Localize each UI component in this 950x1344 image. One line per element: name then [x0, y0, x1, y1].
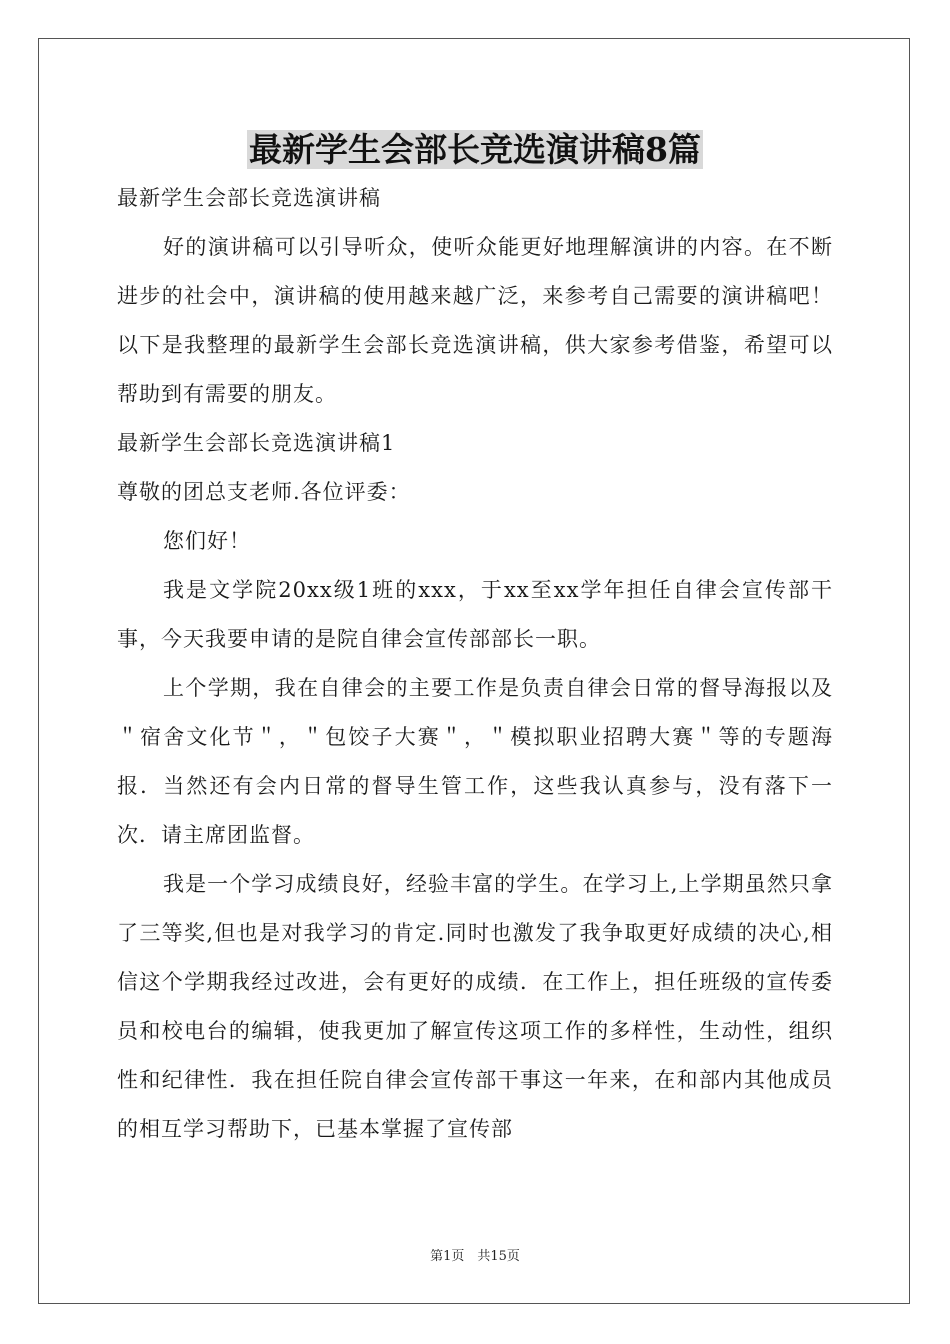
section-heading: 最新学生会部长竞选演讲稿1: [117, 431, 396, 455]
greeting: 您们好！: [163, 529, 251, 553]
intro-paragraph: 好的演讲稿可以引导听众，使听众能更好地理解演讲的内容。在不断进步的社会中，演讲稿的使用越来越广泛，来参考自己需要的演讲稿吧！以下是我整理的最新学生会部长竞选演讲稿，供大家参考借鉴，希望可以帮助到有需要的朋友。: [117, 235, 833, 406]
body-paragraph: 上个学期，我在自律会的主要工作是负责自律会日常的督导海报以及＂宿舍文化节＂，＂包饺子大赛＂，＂模拟职业招聘大赛＂等的专题海报．当然还有会内日常的督导生管工作，这些我认真参与，没有落下一次．请主席团监督。: [117, 676, 833, 847]
document-title-text: 最新学生会部长竞选演讲稿8篇: [249, 130, 701, 169]
body-paragraph: 我是文学院20xx级1班的xxx，于xx至xx学年担任自律会宣传部干事，今天我要申请的是院自律会宣传部部长一职。: [117, 578, 833, 651]
subtitle-line: 最新学生会部长竞选演讲稿: [117, 186, 381, 210]
document-title: [0, 124, 950, 176]
page-number-footer: 第1页 共15页: [430, 1249, 520, 1264]
salutation: 尊敬的团总支老师.各位评委：: [117, 480, 411, 504]
body-paragraph: 我是一个学习成绩良好，经验丰富的学生。在学习上,上学期虽然只拿了三等奖,但也是对我学习的肯定.同时也激发了我争取更好成绩的决心,相信这个学期我经过改进，会有更好的成绩．在工作上，担任班级的宣传委员和校电台的编辑，使我更加了解宣传这项工作的多样性，生动性，组织性和纪律性．我在担任院自律会宣传部干事这一年来，在和部内其他成员的相互学习帮助下，已基本掌握了宣传部: [117, 872, 833, 1141]
document-body: [117, 174, 833, 1154]
